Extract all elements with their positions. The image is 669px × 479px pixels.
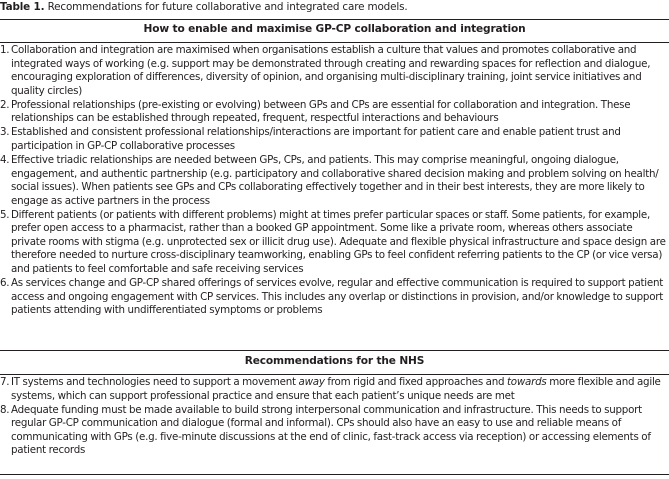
item-number: 7.: [0, 376, 10, 388]
section-divider: [0, 350, 669, 351]
table-caption: [0, 1, 408, 14]
item-text: Adequate funding must be made available to build strong interpersonal communication and infrastructure. This needs to support regular GP-CP communication and dialogue (formal and informal). CPs should also have an easy to use and reliable means of communicating with GPs (e.g. five-minute discussions at the end of clinic, fast-track access via reception) or accessing elements of patient records: [11, 403, 651, 457]
item-text: Collaboration and integration are maximised when organisations establish a culture that values and promotes collaborative and integrated ways of working (e.g. support may be demonstrated through creating and rewarding spaces for reflection and dialogue, encouraging exploration of differences, diversity of opinion, and organising multi-disciplinary training, joint service initiatives and quality circles): [11, 44, 651, 97]
collaboration-recommendations-list: [0, 44, 667, 318]
section-heading-collaboration: How to enable and maximise GP-CP collaboration and integration: [143, 23, 526, 35]
item-text: [11, 376, 661, 402]
section-divider: [0, 374, 669, 375]
table-bottom-rule: [0, 474, 669, 475]
table-row: [0, 44, 667, 98]
table-row: [0, 154, 667, 208]
table-row: [0, 277, 667, 318]
item-number: 4.: [0, 153, 10, 166]
item-text: Effective triadic relationships are needed between GPs, CPs, and patients. This may comprise meaningful, ongoing dialogue, engagement, and authentic partnership (e.g. participatory and collaborative shared decision making and problem solving on health/ social issues). When patients see GPs and CPs collaborating effectively together and in their best interests, they are more likely to engage as active partners in the process: [11, 153, 659, 207]
item-number: 3.: [0, 126, 10, 139]
item-text: Different patients (or patients with different problems) might at times prefer particular spaces or staff. Some patients, for example, prefer open access to a pharmacist, rather than a booked GP appointment. Some like a private room, whereas others associate private rooms with stigma (e.g. unprotected sex or illicit drug use). Adequate and flexible physical infrastructure and space design are therefore needed to nurture cross-disciplinary teamworking, enabling GPs to feel confident referring patients to the CP (or vice versa) and patients to feel comfortable and safe receiving services: [11, 208, 666, 276]
table-row: [0, 209, 667, 277]
item-number: 6.: [0, 277, 10, 290]
italic-text-run: towards: [507, 376, 547, 388]
italic-text-run: away: [298, 376, 325, 388]
item-text: As services change and GP-CP shared offerings of services evolve, regular and effective communication is required to support patient access and ongoing engagement with CP services. This includes any overlap or distinctions in provision, and/or knowledge to support patients attending with undifferentiated symptoms or problems: [11, 277, 664, 317]
text-run: from rigid and fixed approaches and: [324, 376, 508, 388]
item-number: 1.: [0, 44, 10, 56]
table-caption-text: Recommendations for future collaborative and integrated care models.: [47, 1, 408, 13]
table-row: [0, 404, 667, 458]
table-row: [0, 99, 667, 126]
table-row: [0, 126, 667, 153]
text-run: more flexible and agile systems, which can support professional practice and ensure that each patient’s unique needs are met: [11, 376, 661, 402]
item-number: 5.: [0, 208, 10, 221]
section-divider: [0, 42, 669, 43]
item-number: 2.: [0, 98, 10, 111]
table-row: [0, 376, 667, 403]
table-label: Table 1.: [0, 1, 45, 13]
text-run: IT systems and technologies need to support a movement: [11, 376, 299, 388]
item-text: Professional relationships (pre-existing or evolving) between GPs and CPs are essential for collaboration and integration. These relationships can be established through repeated, frequent, respectful interactions and behaviours: [11, 98, 631, 125]
table-top-rule: [0, 19, 669, 20]
item-text: Established and consistent professional relationships/interactions are important for patient care and enable patient trust and participation in GP-CP collaborative processes: [11, 126, 621, 152]
item-number: 8.: [0, 403, 10, 416]
section-heading-nhs: Recommendations for the NHS: [244, 355, 425, 367]
nhs-recommendations-list: [0, 376, 667, 458]
